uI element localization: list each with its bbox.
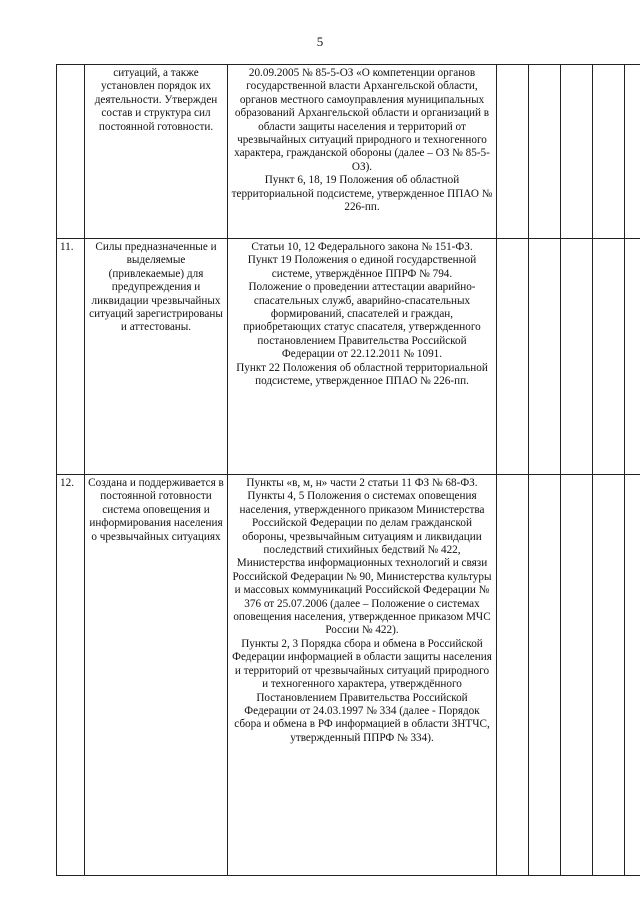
check-cell: [625, 475, 640, 876]
requirement-cell: ситуаций, а также установлен порядок их деятельности. Утвержден состав и структура сил постоянной готовности.: [85, 65, 228, 239]
check-cell: [593, 65, 625, 239]
table-row: [57, 239, 640, 475]
page-number: 5: [316, 34, 324, 49]
check-cell: [625, 239, 640, 475]
legal-paragraph: Пункт 19 Положения о единой государственной системе, утверждённое ППРФ № 794.: [247, 254, 477, 280]
check-cell: [561, 65, 593, 239]
legal-basis-cell: [228, 65, 497, 239]
legal-paragraph: Пункты 4, 5 Положения о системах оповещения населения, утвержденного приказом Министерства Российской Федерации по делам гражданской обороны, чрезвычайным ситуациям и ликвидации последствий стихийных бедствий № 422, Министерства информационных технологий и связи Российской Федерации № 90, Министерства культуры и массовых коммуникаций Российской Федерации № 376 от 25.07.2006 (далее – Положение о системах оповещения населения, утвержденное приказом МЧС России № 422).: [232, 490, 492, 637]
row-number: [57, 65, 85, 239]
check-cell: [561, 475, 593, 876]
legal-paragraph: Статьи 10, 12 Федерального закона № 151-ФЗ.: [251, 241, 473, 253]
check-cell: [497, 239, 529, 475]
check-cell: [625, 65, 640, 239]
requirement-cell: Силы предназначенные и выделяемые (привлекаемые) для предупреждения и ликвидации чрезвычайных ситуаций зарегистрированы и аттестованы.: [85, 239, 228, 475]
check-cell: [593, 475, 625, 876]
row-number: 12.: [57, 475, 85, 876]
check-cell: [529, 65, 561, 239]
requirement-cell: Создана и поддерживается в постоянной готовности система оповещения и информирования населения о чрезвычайных ситуациях: [85, 475, 228, 876]
check-cell: [497, 475, 529, 876]
legal-paragraph: Пункты «в, м, н» части 2 статьи 11 ФЗ № 68-ФЗ.: [246, 477, 478, 489]
legal-basis-cell: [228, 239, 497, 475]
table-row: [57, 475, 640, 876]
check-cell: [529, 239, 561, 475]
legal-paragraph: Пункт 22 Положения об областной территориальной подсистеме, утвержденное ППАО № 226-пп.: [236, 361, 488, 388]
check-cell: [529, 475, 561, 876]
checklist-table: [56, 64, 640, 876]
legal-paragraph: Положение о проведении аттестации аварийно-спасательных служб, аварийно-спасательных формирований, спасателей и граждан, приобретающих статус спасателя, утвержденного постановлением Правительства Российской Федерации от 22.12.2011 № 1091.: [243, 281, 481, 361]
check-cell: [497, 65, 529, 239]
row-number: 11.: [57, 239, 85, 475]
legal-paragraph: Пункты 2, 3 Порядка сбора и обмена в Российской Федерации информацией в области защиты населения и территорий от чрезвычайных ситуаций природного и техногенного характера, утверждённого Постановлением Правительства Российской Федерации от 24.03.1997 № 334 (далее - Порядок сбора и обмена в РФ информацией в области ЗНТЧС, утвержденный ППРФ № 334).: [232, 637, 492, 744]
legal-basis-cell: [228, 475, 497, 876]
table-row: [57, 65, 640, 239]
check-cell: [561, 239, 593, 475]
legal-paragraph: Пункт 6, 18, 19 Положения об областной территориальной подсистеме, утвержденное ППАО № 226-пп.: [231, 174, 493, 214]
legal-paragraph: 20.09.2005 № 85-5-ОЗ «О компетенции органов государственной власти Архангельской области, органов местного самоуправления муниципальных образований Архангельской области и организаций в области защиты населения и территорий от чрезвычайных ситуаций природного и техногенного характера, гражданской обороны (далее – ОЗ № 85-5-ОЗ).: [234, 67, 490, 173]
check-cell: [593, 239, 625, 475]
